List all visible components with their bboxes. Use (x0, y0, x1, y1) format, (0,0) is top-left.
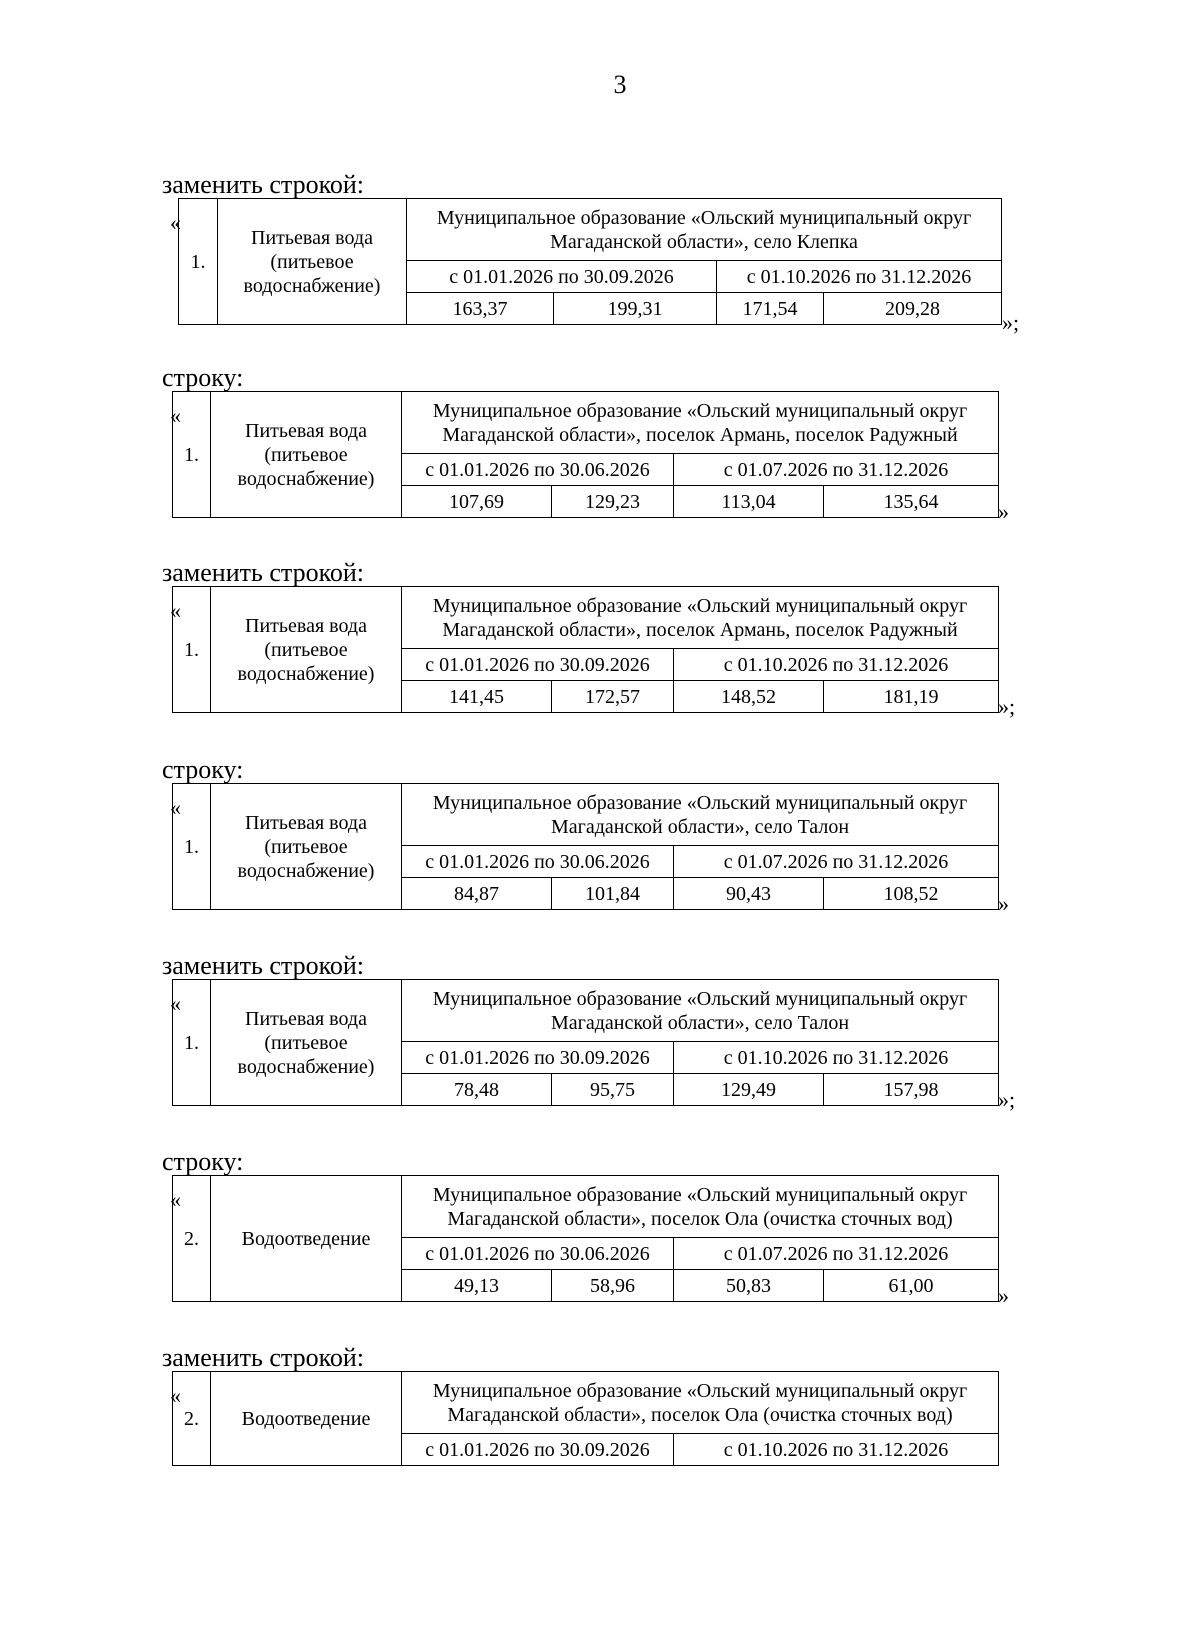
text-line: Муниципальное образование «Ольский муниципальный округ (432, 594, 968, 617)
text-line: (питьевое (264, 835, 348, 858)
text-line: Магаданской области», поселок Армань, поселок Радужный (442, 423, 958, 446)
text-line: Магаданской области», поселок Ола (очистка сточных вод) (447, 1403, 953, 1426)
amendment-block (162, 1345, 1062, 1475)
text-line: Магаданской области», село Клепка (550, 230, 858, 253)
instruction-text: заменить строкой: (162, 558, 365, 587)
text-line: Водоотведение (241, 1227, 371, 1250)
period-2: с 01.10.2026 по 31.12.2026 (717, 261, 1002, 293)
tariff-value: 95,75 (552, 1074, 674, 1106)
row-number: 2. (173, 1176, 211, 1302)
page-number: 3 (613, 70, 627, 99)
service-name (211, 587, 402, 713)
tariff-value: 199,31 (554, 293, 717, 325)
period-2: с 01.10.2026 по 31.12.2026 (674, 1434, 999, 1466)
text-line: (питьевое (264, 443, 348, 466)
closing-quote: » (998, 1283, 1009, 1308)
row-number: 1. (173, 980, 211, 1106)
tariff-value: 181,19 (824, 681, 999, 713)
row-number: 1. (173, 587, 211, 713)
period-1: с 01.01.2026 по 30.09.2026 (402, 1042, 674, 1074)
service-name (218, 199, 407, 325)
text-line: Муниципальное образование «Ольский муниципальный округ (436, 206, 972, 229)
closing-quote: » (998, 499, 1009, 524)
tariff-value: 107,69 (402, 486, 552, 518)
service-name (211, 784, 402, 910)
tariff-value: 108,52 (824, 878, 999, 910)
tariff-value: 113,04 (674, 486, 824, 518)
service-name (211, 392, 402, 518)
tariff-value: 171,54 (717, 293, 824, 325)
text-line: Водоотведение (241, 1407, 371, 1430)
tariff-value: 157,98 (824, 1074, 999, 1106)
amendment-block (162, 560, 1062, 720)
text-line: Питьевая вода (251, 226, 373, 249)
tariff-row-table (172, 586, 999, 713)
row-number: 1. (173, 392, 211, 518)
text-line: Магаданской области», поселок Армань, поселок Радужный (442, 618, 958, 641)
opening-quote: « (170, 403, 181, 428)
opening-quote: « (170, 1187, 181, 1212)
closing-quote: »; (998, 1087, 1016, 1112)
instruction-text: заменить строкой: (162, 951, 365, 980)
period-1: с 01.01.2026 по 30.06.2026 (402, 846, 674, 878)
opening-quote: « (170, 598, 181, 623)
municipality-cell (402, 1176, 999, 1238)
text-line: Муниципальное образование «Ольский муниципальный округ (432, 987, 968, 1010)
opening-quote: « (170, 210, 181, 235)
text-line: Муниципальное образование «Ольский муниципальный округ (432, 1379, 968, 1402)
opening-quote: « (170, 795, 181, 820)
tariff-value: 90,43 (674, 878, 824, 910)
text-line: водоснабжение) (243, 274, 381, 297)
tariff-row-table (172, 783, 999, 910)
amendment-block (162, 1149, 1062, 1309)
period-2: с 01.07.2026 по 31.12.2026 (674, 846, 999, 878)
period-2: с 01.10.2026 по 31.12.2026 (674, 1042, 999, 1074)
service-name (211, 1176, 402, 1302)
text-line: (питьевое (270, 250, 354, 273)
tariff-row-table (172, 1371, 999, 1466)
text-line: Питьевая вода (245, 614, 367, 637)
period-1: с 01.01.2026 по 30.06.2026 (402, 454, 674, 486)
tariff-row-table (172, 979, 999, 1106)
text-line: (питьевое (264, 638, 348, 661)
period-1: с 01.01.2026 по 30.09.2026 (407, 261, 717, 293)
period-1: с 01.01.2026 по 30.09.2026 (402, 1434, 674, 1466)
opening-quote: « (170, 991, 181, 1016)
text-line: Муниципальное образование «Ольский муниципальный округ (432, 1183, 968, 1206)
instruction-text: заменить строкой: (162, 1343, 365, 1372)
tariff-value: 84,87 (402, 878, 552, 910)
text-line: Муниципальное образование «Ольский муниципальный округ (432, 791, 968, 814)
service-name (211, 1372, 402, 1466)
text-line: Муниципальное образование «Ольский муниципальный округ (432, 399, 968, 422)
municipality-cell (402, 587, 999, 649)
tariff-value: 58,96 (552, 1270, 674, 1302)
tariff-value: 101,84 (552, 878, 674, 910)
amendment-block (162, 953, 1062, 1113)
amendment-block (162, 757, 1062, 917)
tariff-value: 148,52 (674, 681, 824, 713)
amendment-block (162, 365, 1062, 525)
municipality-cell (402, 784, 999, 846)
tariff-value: 209,28 (824, 293, 1002, 325)
row-number: 1. (173, 784, 211, 910)
municipality-cell (402, 392, 999, 454)
amendment-block (162, 170, 1062, 335)
text-line: водоснабжение) (237, 859, 375, 882)
opening-quote: « (170, 1383, 181, 1408)
tariff-row-table (172, 391, 999, 518)
closing-quote: » (998, 891, 1009, 916)
municipality-cell (402, 980, 999, 1042)
text-line: водоснабжение) (237, 467, 375, 490)
text-line: водоснабжение) (237, 1055, 375, 1078)
tariff-row-table (178, 198, 1002, 325)
period-1: с 01.01.2026 по 30.06.2026 (402, 1238, 674, 1270)
tariff-value: 135,64 (824, 486, 999, 518)
row-number: 2. (173, 1372, 211, 1466)
text-line: Магаданской области», поселок Ола (очистка сточных вод) (447, 1207, 953, 1230)
text-line: водоснабжение) (237, 662, 375, 685)
service-name (211, 980, 402, 1106)
tariff-value: 129,49 (674, 1074, 824, 1106)
tariff-row-table (172, 1175, 999, 1302)
tariff-value: 163,37 (407, 293, 554, 325)
instruction-text: строку: (162, 755, 244, 784)
tariff-value: 172,57 (552, 681, 674, 713)
text-line: Магаданской области», село Талон (550, 1011, 850, 1034)
period-2: с 01.10.2026 по 31.12.2026 (674, 649, 999, 681)
period-2: с 01.07.2026 по 31.12.2026 (674, 1238, 999, 1270)
municipality-cell (402, 1372, 999, 1434)
text-line: Питьевая вода (245, 419, 367, 442)
period-2: с 01.07.2026 по 31.12.2026 (674, 454, 999, 486)
text-line: (питьевое (264, 1031, 348, 1054)
tariff-value: 50,83 (674, 1270, 824, 1302)
tariff-value: 78,48 (402, 1074, 552, 1106)
tariff-value: 49,13 (402, 1270, 552, 1302)
text-line: Питьевая вода (245, 811, 367, 834)
instruction-text: строку: (162, 363, 244, 392)
closing-quote: »; (1002, 310, 1020, 335)
text-line: Питьевая вода (245, 1007, 367, 1030)
tariff-value: 141,45 (402, 681, 552, 713)
instruction-text: строку: (162, 1147, 244, 1176)
tariff-value: 61,00 (824, 1270, 999, 1302)
closing-quote: »; (998, 694, 1016, 719)
municipality-cell (407, 199, 1002, 261)
text-line: Магаданской области», село Талон (550, 815, 850, 838)
row-number: 1. (179, 199, 218, 325)
period-1: с 01.01.2026 по 30.09.2026 (402, 649, 674, 681)
tariff-value: 129,23 (552, 486, 674, 518)
instruction-text: заменить строкой: (162, 170, 365, 199)
